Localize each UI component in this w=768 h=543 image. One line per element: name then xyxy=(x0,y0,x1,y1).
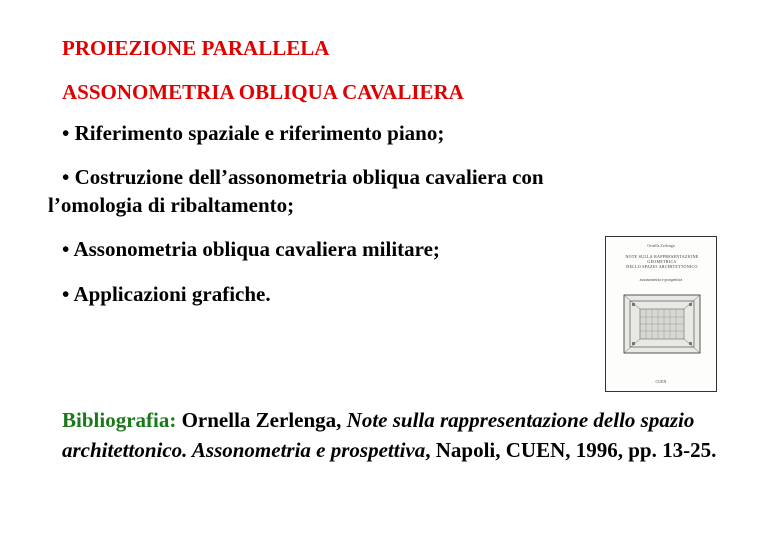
cover-drawing-illustration xyxy=(622,293,702,355)
bibliography xyxy=(62,405,722,465)
bullet-militare: • Assonometria obliqua cavaliera militare; xyxy=(62,237,440,261)
cover-author: Ornella Zerlenga xyxy=(647,243,675,248)
bibliography-author: Ornella Zerlenga, xyxy=(176,408,347,432)
cover-title xyxy=(612,254,712,269)
book-cover-image xyxy=(605,236,717,392)
cover-title-line2: GEOMETRICA xyxy=(647,259,677,264)
cover-title-line3: DELLO SPAZIO ARCHITETTONICO xyxy=(626,264,698,269)
bibliography-title: Note sulla rappresentazione dello spazio architettonico. Assonometria e prospettiva xyxy=(62,408,695,462)
bullet-costruzione-line2: l’omologia di ribaltamento; xyxy=(48,193,295,217)
bibliography-publication: , Napoli, CUEN, 1996, pp. 13-25. xyxy=(425,438,717,462)
bullet-costruzione-line1: • Costruzione dell’assonometria obliqua cavaliera con xyxy=(62,165,544,189)
heading-assonometria: ASSONOMETRIA OBLIQUA CAVALIERA xyxy=(62,80,464,104)
bullet-riferimento: • Riferimento spaziale e riferimento piano; xyxy=(62,121,445,145)
bullet-applicazioni: • Applicazioni grafiche. xyxy=(62,282,271,306)
heading-proiezione: PROIEZIONE PARALLELA xyxy=(62,36,330,60)
bibliography-label: Bibliografia: xyxy=(62,408,177,432)
cover-subtitle: assonometria e prospettiva xyxy=(639,277,683,282)
bullet-costruzione xyxy=(48,163,702,219)
cover-publisher: CUEN xyxy=(655,379,667,384)
cover-title-line1: NOTE SULLA RAPPRESENTAZIONE xyxy=(625,254,699,259)
